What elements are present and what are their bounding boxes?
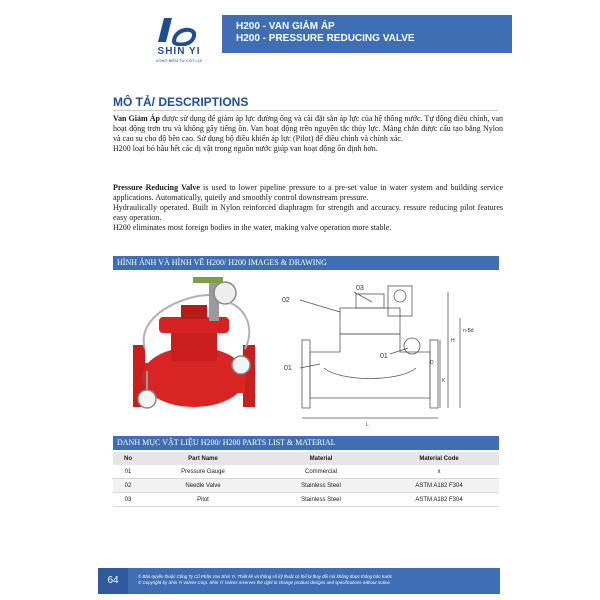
logo-name: SHIN YI bbox=[157, 46, 201, 57]
cell-material-code: ASTM A182 F304 bbox=[379, 479, 499, 493]
cell-part-name: Needle Valve bbox=[143, 479, 263, 493]
description-vi-bold: Van Giảm Áp bbox=[113, 114, 160, 123]
callout-01-pilot: 01 bbox=[380, 353, 388, 360]
dim-l: L bbox=[366, 422, 369, 428]
shin-yi-logo bbox=[148, 16, 210, 64]
dim-h: H bbox=[451, 338, 455, 344]
descriptions-heading: MÔ TẢ/ DESCRIPTIONS bbox=[113, 95, 249, 109]
cell-material-code: x bbox=[379, 465, 499, 479]
col-material: Material bbox=[263, 452, 379, 465]
title-vi: H200 - VAN GIẢM ÁP bbox=[236, 21, 335, 32]
description-en-bold: Pressure Reducing Valve bbox=[113, 183, 200, 192]
parts-section-band: DANH MỤC VẬT LIỆU H200/ H200 PARTS LIST & MATERIAL bbox=[113, 436, 499, 450]
cell-material: Stainless Steel bbox=[263, 493, 379, 507]
parts-table bbox=[113, 452, 499, 507]
cell-material-code: ASTM A182 F304 bbox=[379, 493, 499, 507]
description-vi bbox=[113, 114, 503, 154]
callout-01-body: 01 bbox=[284, 365, 292, 372]
divider bbox=[113, 110, 498, 111]
callout-02: 02 bbox=[282, 297, 290, 304]
cell-part-name: Pilot bbox=[143, 493, 263, 507]
logo-tagline: VÒNG BIẾN TỰ CÓT LỢI bbox=[155, 58, 203, 63]
dim-n-bd: n-Bd bbox=[463, 328, 474, 334]
col-no: No bbox=[113, 452, 143, 465]
cell-no: 02 bbox=[113, 479, 143, 493]
logo-mark-icon bbox=[158, 16, 198, 46]
col-material-code: Material Code bbox=[379, 452, 499, 465]
description-en bbox=[113, 183, 503, 233]
parts-table-header bbox=[113, 452, 499, 465]
description-vi-text2: H200 loại bỏ hầu hết các dị vật trong nguồn nước giúp van hoạt động ổn định hơn. bbox=[113, 144, 378, 153]
cell-material: Commercial bbox=[263, 465, 379, 479]
table-row bbox=[113, 493, 499, 507]
footer-band bbox=[98, 568, 500, 594]
table-row bbox=[113, 465, 499, 479]
dim-d: D bbox=[430, 360, 434, 366]
description-en-text: is used to lower pipeline pressure to a pre-set value in water system and building service applications. Automatically, quietly and smoothly control downstream pressure. bbox=[113, 183, 503, 202]
title-en: H200 - PRESSURE REDUCING VALVE bbox=[236, 33, 415, 44]
cell-no: 01 bbox=[113, 465, 143, 479]
valve-photo bbox=[125, 275, 265, 425]
description-en-text2: Hydraulically operated. Built in Nylon reinforced diaphragm for strength and accuracy. ressure reducing pilot features easy operation. bbox=[113, 203, 503, 222]
cell-no: 03 bbox=[113, 493, 143, 507]
valve-technical-drawing bbox=[280, 272, 500, 430]
table-row bbox=[113, 479, 499, 493]
copyright-vi: © Bản quyền thuộc Công Ty Cổ Phần Van Shin Yi. Thiết kế và thông số kỹ thuật có thể bị thay đổi mà không được thông báo trước bbox=[138, 574, 393, 579]
description-vi-text: được sử dụng để giảm áp lực đường ống và cài đặt sẵn áp lực của hệ thống nước. Tự động điều chỉnh, van hoạt động trơn tru và không gây tiếng ồn. Van hoạt động trên nguyên tắc thủy lực. Màng chắn được cấu tạo bằng Nylon và cao su cho độ bền cao. Sử dụng bộ điều khiển áp lực (Pilot) để điều chỉnh và chính xác. bbox=[113, 114, 504, 143]
title-band bbox=[222, 15, 512, 53]
dim-k: K bbox=[442, 378, 446, 384]
cell-material: Stainless Steel bbox=[263, 479, 379, 493]
copyright-en: © Copyright by Shin Yi Valves Corp. Shin Yi Valves reserves the right to change product designs and specifications without notice. bbox=[138, 580, 391, 585]
callout-03: 03 bbox=[356, 285, 364, 292]
images-section-band: HÌNH ẢNH VÀ HÌNH VẼ H200/ H200 IMAGES & DRAWING bbox=[113, 256, 499, 270]
page-number: 64 bbox=[98, 568, 128, 594]
description-en-text3: H200 eliminates most foreign bodies in the water, making valve operation more stable. bbox=[113, 223, 392, 232]
cell-part-name: Pressure Gauge bbox=[143, 465, 263, 479]
copyright bbox=[138, 574, 392, 586]
col-part-name: Part Name bbox=[143, 452, 263, 465]
